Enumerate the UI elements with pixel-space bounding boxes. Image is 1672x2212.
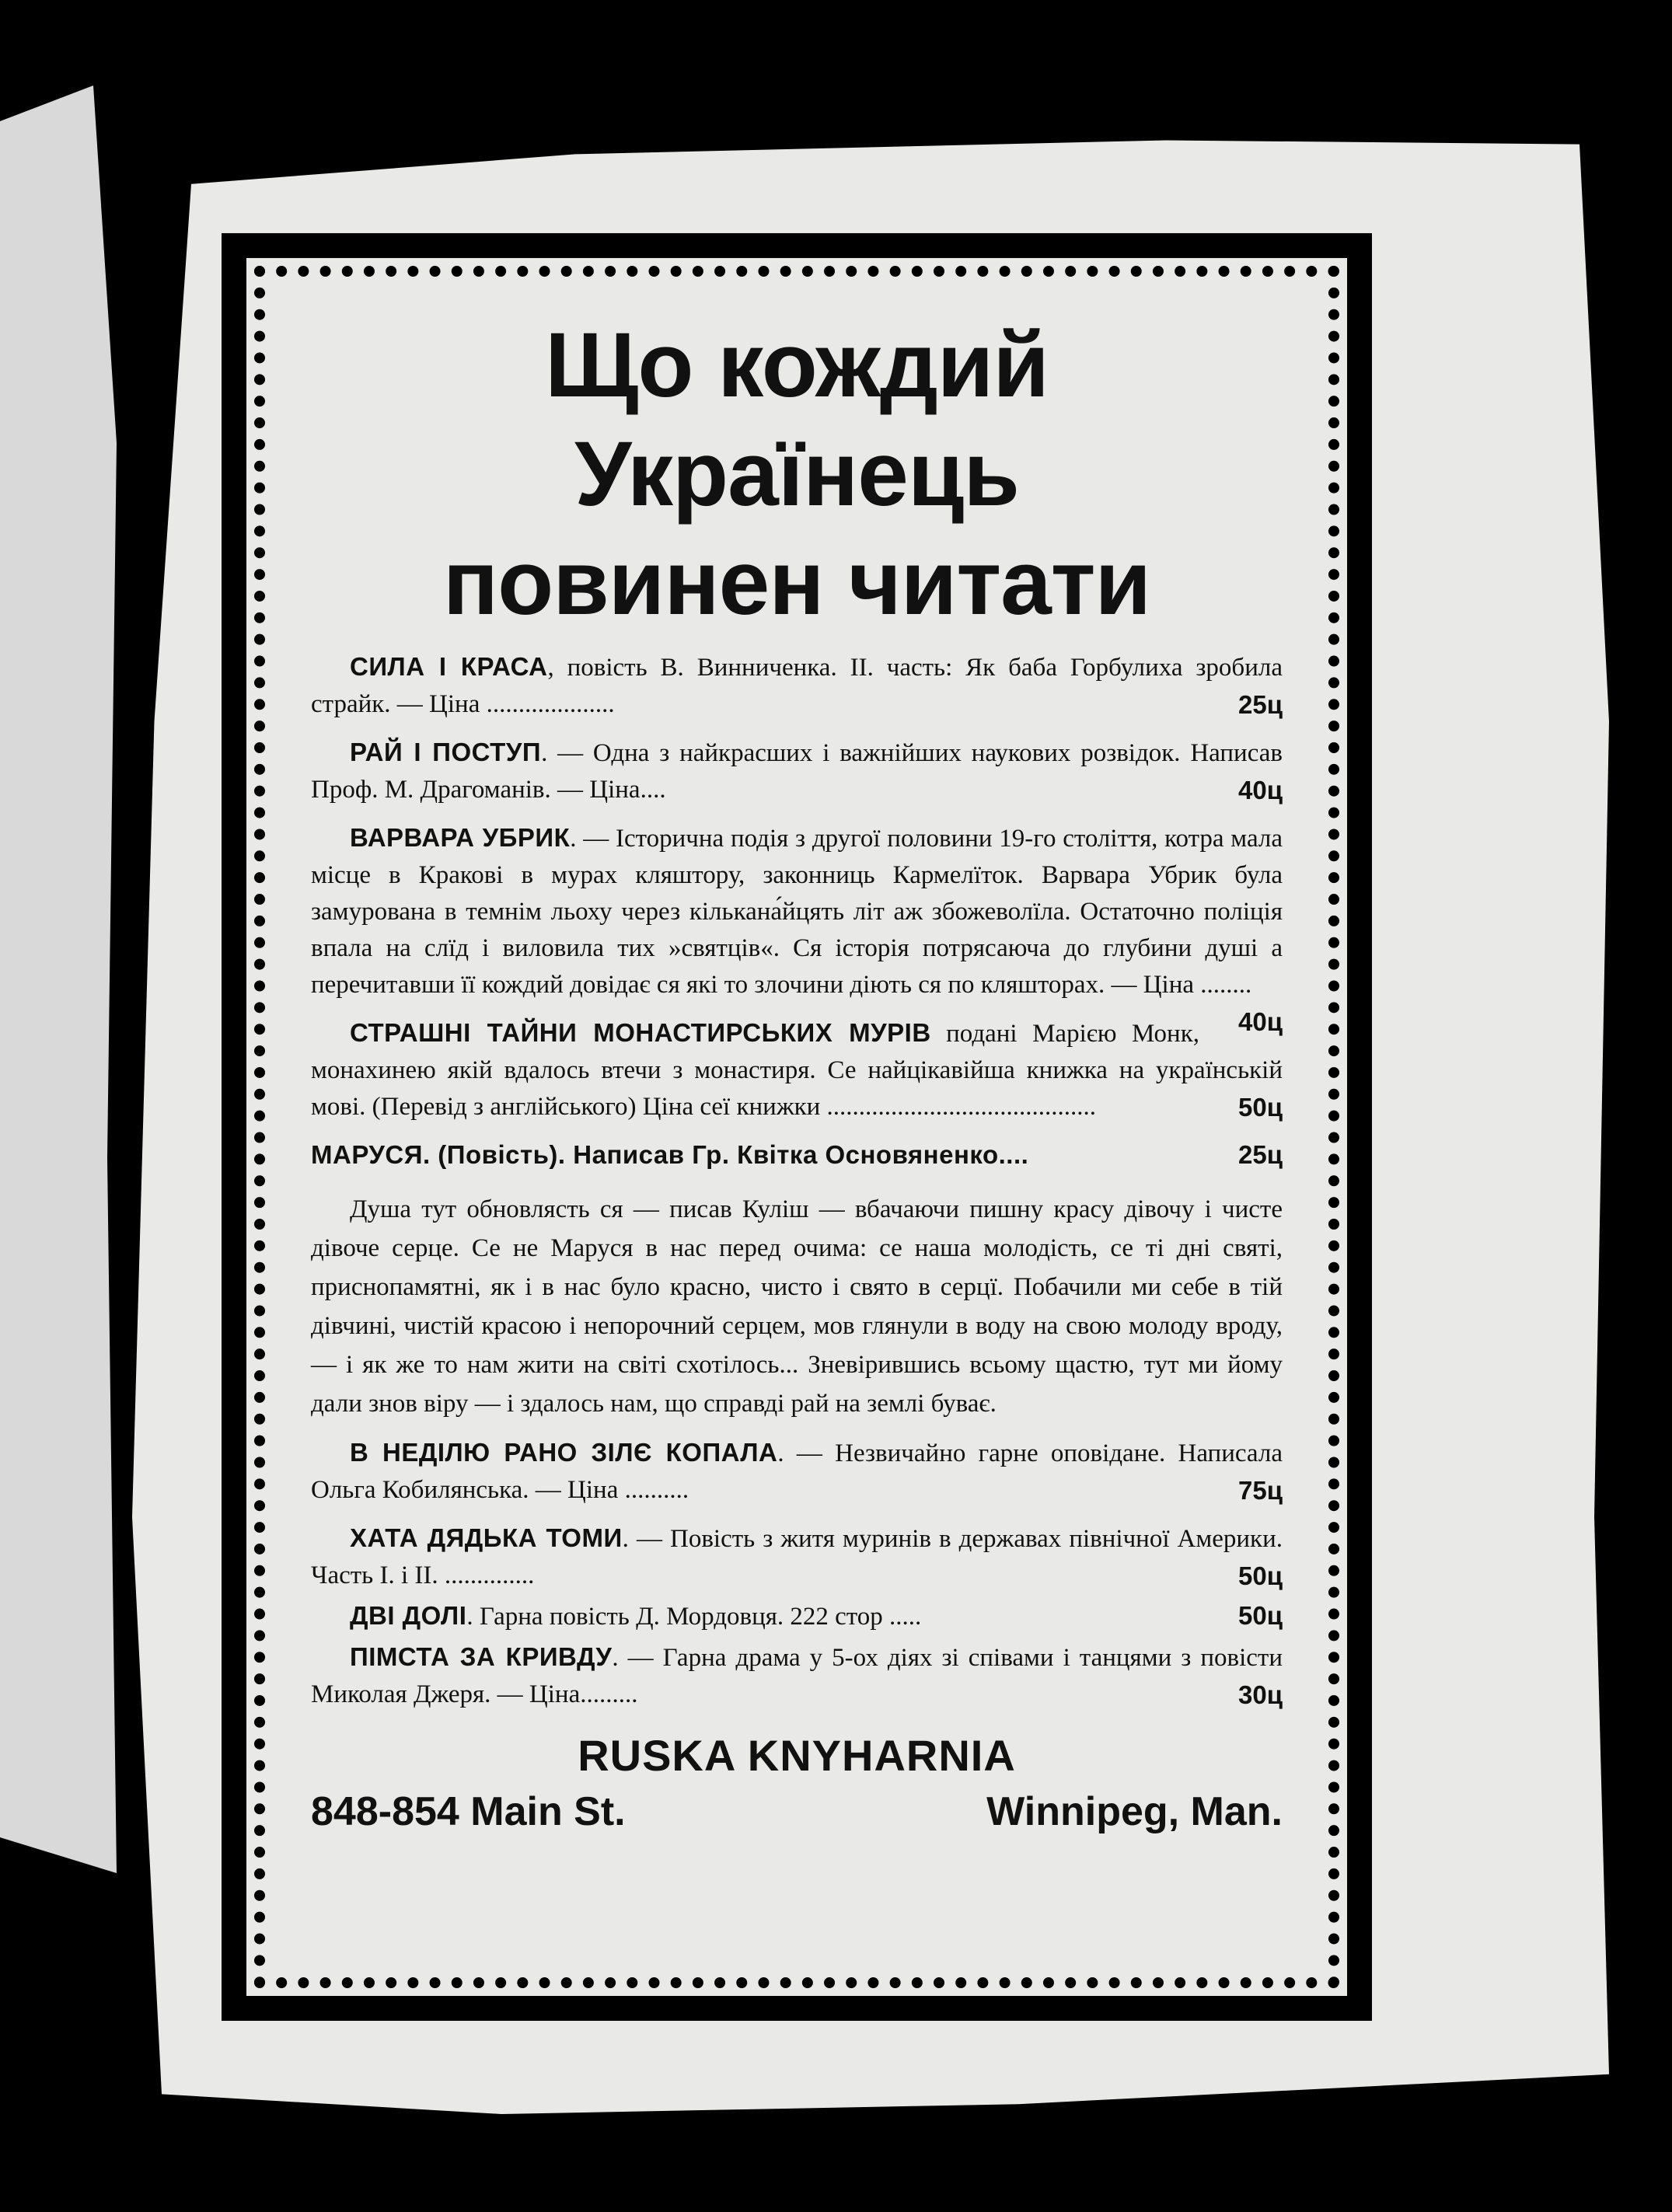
book-title: ДВІ ДОЛІ xyxy=(350,1601,467,1630)
publisher-name: RUSKA KNYHARNIA xyxy=(578,1731,1016,1780)
book-price: 50ц xyxy=(1238,1561,1283,1590)
headline-line-1: Що кождий Українець xyxy=(545,314,1049,525)
headline-line-2: повинен читати xyxy=(442,532,1151,634)
book-entry xyxy=(311,1014,1283,1125)
headline xyxy=(311,311,1283,637)
book-description: , повість В. Винниченка. ІІ. часть: Як баба Горбулиха зробила страйк. — Ціна .................... xyxy=(311,654,1283,718)
book-title: РАЙ І ПОСТУП xyxy=(350,738,542,766)
book-description: . Гарна повість Д. Мордовця. 222 стор ..... xyxy=(466,1603,922,1631)
advertisement-content xyxy=(311,311,1283,1928)
street-address: 848-854 Main St. xyxy=(311,1789,626,1834)
book-title: ХАТА ДЯДЬКА ТОМИ xyxy=(350,1523,623,1552)
book-entry xyxy=(311,648,1283,723)
book-description: . — Гарна драма у 5-ох діях зі співами і танцями з повісти Миколая Джеря. — Ціна......... xyxy=(311,1644,1283,1708)
book-price: 75ц xyxy=(1238,1476,1283,1505)
book-entry xyxy=(311,734,1283,808)
book-entry xyxy=(311,1434,1283,1509)
book-description: подані Марією Монк, монахинею якій вдалось втечи з монастиря. Се найцікавійша книжка на українській мові. (Перевід з англійського) Ціна сеї книжки .......................................... xyxy=(311,1020,1283,1121)
book-title: СТРАШНІ ТАЙНИ МОНАСТИРСЬКИХ МУРІВ xyxy=(350,1018,931,1047)
book-price: 50ц xyxy=(1238,1601,1283,1630)
book-description: . — Незвичайно гарне оповідане. Написала Ольга Кобилянська. — Ціна .......... xyxy=(311,1439,1283,1504)
book-description: . — Одна з найкрасших і важнійших наукових розвідок. Написав Проф. М. Драгоманів. — Ціна.... xyxy=(311,739,1283,804)
book-entry xyxy=(311,1597,1283,1635)
book-price: 40ц xyxy=(1238,776,1283,804)
book-title: ВАРВАРА УБРИК xyxy=(350,823,571,852)
book-entry xyxy=(311,1638,1283,1713)
book-title: СИЛА І КРАСА xyxy=(350,652,548,681)
book-quote: Душа тут обновлясть ся — писав Куліш — вбачаючи пишну красу дівочу і чисте дівоче серце. Се не Маруся в нас перед очима: се наша молодість, се ті дні святі, приснопамятні, як і в нас було красно, чисто і свято в серцї. Побачили ми себе в тій дівчині, чистій красою і непорочний серцем, мов глянули в воду на свою молоду вроду, — і як же то нам жити на світі схотілось... Зневірившись всьому щастю, тут ми йому дали знов віру — і здалось нам, що справді рай на землі буває. xyxy=(311,1195,1283,1418)
book-description: . — Історична подія з другої половини 19-го століття, котра мала місце в Кракові в мурах кляштору, законниць Кармелїток. Варвара Убрик була замурована в темнім льоху через кількана́йцять літ аж збожеволїла. Остаточно поліція впала на слїд і виловила тих »святців«. Ся історія потрясаюча до глубини душі а перечитавши її кождий довідає ся які то злочини діють ся по кляшторах. — Ціна ........ xyxy=(311,825,1283,999)
book-description: . — Повість з житя муринів в державах північної Америки. Часть І. і ІІ. .............. xyxy=(311,1525,1283,1589)
book-title: МАРУСЯ. (Повість). Написав Гр. Квітка Основяненко.... xyxy=(311,1140,1029,1169)
book-title: В НЕДІЛЮ РАНО ЗІЛЄ КОПАЛА xyxy=(350,1438,778,1467)
book-list-2 xyxy=(311,1434,1283,1713)
book-list xyxy=(311,648,1283,1174)
book-price: 50ц xyxy=(1238,1093,1283,1122)
book-price: 25ц xyxy=(1238,690,1283,719)
adjacent-page-edge xyxy=(0,85,117,1873)
book-price: 25ц xyxy=(1238,1140,1283,1169)
book-entry xyxy=(311,1519,1283,1594)
book-price: 30ц xyxy=(1238,1680,1283,1709)
city: Winnipeg, Man. xyxy=(986,1789,1283,1834)
book-entry xyxy=(311,1136,1283,1174)
book-price: 40ц xyxy=(1238,1007,1283,1036)
publisher-address xyxy=(311,1788,1283,1835)
book-title: ПІМСТА ЗА КРИВДУ xyxy=(350,1642,613,1671)
